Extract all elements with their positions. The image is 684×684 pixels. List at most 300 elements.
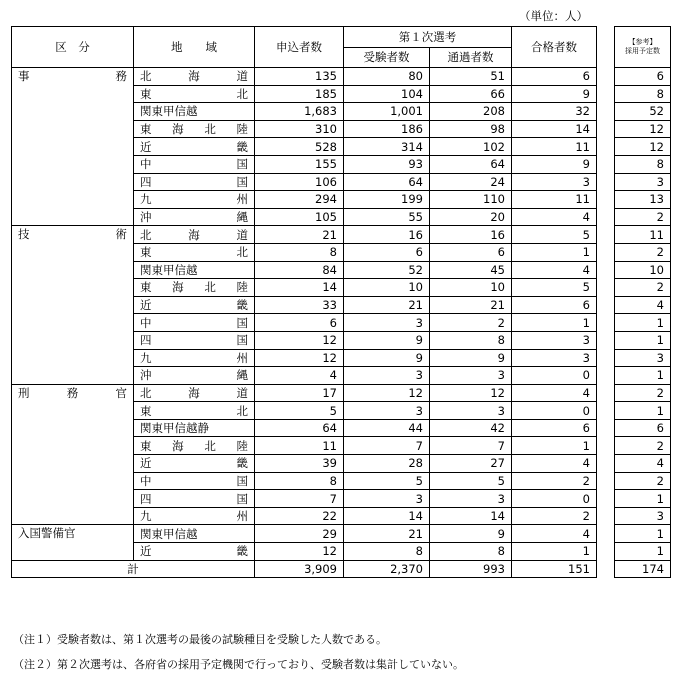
region-cell-char: 近 bbox=[140, 139, 152, 154]
reference-row bbox=[615, 243, 671, 261]
region-cell-char: 中 bbox=[140, 315, 152, 330]
successful-cell: 32 bbox=[512, 103, 597, 121]
planned-cell: 2 bbox=[615, 384, 671, 402]
region-cell-char: 北 bbox=[140, 385, 152, 400]
applicants-cell: 12 bbox=[255, 331, 344, 349]
region-cell-char: 畿 bbox=[236, 298, 248, 313]
region-cell-char: 国 bbox=[236, 333, 248, 348]
applicants-cell: 8 bbox=[255, 472, 344, 490]
region-cell-char: 海 bbox=[172, 438, 184, 453]
passed-cell: 12 bbox=[430, 384, 512, 402]
applicants-cell: 528 bbox=[255, 138, 344, 156]
region-cell-char: 州 bbox=[236, 192, 248, 207]
category-cell-char: 事 bbox=[18, 69, 30, 83]
region-cell-char: 沖 bbox=[140, 368, 152, 383]
examinees-cell: 21 bbox=[344, 525, 430, 543]
applicants-cell: 294 bbox=[255, 191, 344, 209]
applicants-cell: 135 bbox=[255, 68, 344, 86]
region-cell-text bbox=[140, 473, 248, 489]
header-reference bbox=[615, 27, 671, 68]
region-cell-char: 海 bbox=[188, 227, 200, 242]
successful-cell: 6 bbox=[512, 419, 597, 437]
applicants-cell: 17 bbox=[255, 384, 344, 402]
passed-cell: 6 bbox=[430, 243, 512, 261]
region-cell-char: 道 bbox=[236, 227, 248, 242]
region-cell-char: 四 bbox=[140, 333, 152, 348]
examinees-cell: 28 bbox=[344, 455, 430, 473]
reference-row bbox=[615, 138, 671, 156]
successful-cell: 0 bbox=[512, 490, 597, 508]
successful-cell: 4 bbox=[512, 525, 597, 543]
region-cell-char: 東 bbox=[140, 86, 152, 101]
reference-row bbox=[615, 85, 671, 103]
region-cell-char: 近 bbox=[140, 544, 152, 559]
region-cell bbox=[134, 243, 255, 261]
region-cell-char: 関東甲信越 bbox=[140, 526, 198, 541]
planned-cell: 3 bbox=[615, 507, 671, 525]
region-cell-char: 畿 bbox=[236, 139, 248, 154]
region-cell-char: 東 bbox=[140, 280, 152, 295]
category-cell-text bbox=[18, 68, 127, 84]
region-cell-char: 陸 bbox=[236, 438, 248, 453]
total-applicants: 3,909 bbox=[255, 560, 344, 578]
region-cell bbox=[134, 419, 255, 437]
examinees-cell: 3 bbox=[344, 402, 430, 420]
examinees-cell: 14 bbox=[344, 507, 430, 525]
passed-cell: 7 bbox=[430, 437, 512, 455]
table-row bbox=[12, 68, 597, 86]
region-cell-char: 北 bbox=[204, 280, 216, 295]
reference-row bbox=[615, 191, 671, 209]
region-cell bbox=[134, 191, 255, 209]
examinees-cell: 314 bbox=[344, 138, 430, 156]
examinees-cell: 3 bbox=[344, 367, 430, 385]
planned-cell: 8 bbox=[615, 85, 671, 103]
reference-row bbox=[615, 384, 671, 402]
examinees-cell: 6 bbox=[344, 243, 430, 261]
applicants-cell: 106 bbox=[255, 173, 344, 191]
planned-cell: 4 bbox=[615, 296, 671, 314]
region-cell-text bbox=[140, 367, 248, 383]
passed-cell: 208 bbox=[430, 103, 512, 121]
region-cell-text bbox=[140, 438, 248, 454]
category-cell-text bbox=[18, 226, 127, 242]
passed-cell: 3 bbox=[430, 402, 512, 420]
examinees-cell: 3 bbox=[344, 314, 430, 332]
region-cell-char: 関東甲信越静 bbox=[140, 421, 209, 436]
region-cell bbox=[134, 472, 255, 490]
region-cell bbox=[134, 331, 255, 349]
successful-cell: 6 bbox=[512, 296, 597, 314]
region-cell bbox=[134, 402, 255, 420]
header-successful: 合格者数 bbox=[512, 27, 597, 68]
region-cell-char: 東 bbox=[140, 245, 152, 260]
category-cell-char: 入国警備官 bbox=[18, 526, 76, 541]
applicants-cell: 8 bbox=[255, 243, 344, 261]
total-examinees: 2,370 bbox=[344, 560, 430, 578]
region-cell bbox=[134, 261, 255, 279]
region-cell-char: 国 bbox=[236, 491, 248, 506]
reference-row bbox=[615, 525, 671, 543]
examinees-cell: 3 bbox=[344, 490, 430, 508]
planned-cell: 2 bbox=[615, 279, 671, 297]
region-cell-char: 道 bbox=[236, 385, 248, 400]
region-cell-char: 近 bbox=[140, 298, 152, 313]
applicants-cell: 105 bbox=[255, 208, 344, 226]
region-cell-char: 北 bbox=[140, 69, 152, 84]
planned-cell: 1 bbox=[615, 367, 671, 385]
planned-cell: 52 bbox=[615, 103, 671, 121]
region-cell-text bbox=[140, 455, 248, 471]
planned-cell: 1 bbox=[615, 525, 671, 543]
total-planned: 174 bbox=[615, 560, 671, 578]
passed-cell: 42 bbox=[430, 419, 512, 437]
passed-cell: 66 bbox=[430, 85, 512, 103]
passed-cell: 98 bbox=[430, 120, 512, 138]
header-reference-line2: 採用予定数 bbox=[625, 47, 660, 55]
successful-cell: 9 bbox=[512, 85, 597, 103]
passed-cell: 102 bbox=[430, 138, 512, 156]
successful-cell: 11 bbox=[512, 191, 597, 209]
passed-cell: 3 bbox=[430, 490, 512, 508]
reference-row bbox=[615, 437, 671, 455]
region-cell-char: 中 bbox=[140, 157, 152, 172]
planned-cell: 12 bbox=[615, 138, 671, 156]
region-cell bbox=[134, 138, 255, 156]
planned-cell: 1 bbox=[615, 490, 671, 508]
successful-cell: 5 bbox=[512, 279, 597, 297]
reference-row bbox=[615, 472, 671, 490]
region-cell-text bbox=[140, 403, 248, 419]
region-cell-text bbox=[140, 139, 248, 155]
reference-row bbox=[615, 349, 671, 367]
reference-row bbox=[615, 68, 671, 86]
passed-cell: 21 bbox=[430, 296, 512, 314]
reference-table bbox=[614, 26, 671, 578]
passed-cell: 110 bbox=[430, 191, 512, 209]
reference-row bbox=[615, 120, 671, 138]
region-cell-text bbox=[140, 262, 248, 278]
passed-cell: 10 bbox=[430, 279, 512, 297]
region-cell bbox=[134, 226, 255, 244]
passed-cell: 8 bbox=[430, 543, 512, 561]
planned-cell: 1 bbox=[615, 314, 671, 332]
successful-cell: 3 bbox=[512, 331, 597, 349]
planned-cell: 6 bbox=[615, 419, 671, 437]
planned-cell: 12 bbox=[615, 120, 671, 138]
successful-cell: 1 bbox=[512, 437, 597, 455]
passed-cell: 9 bbox=[430, 349, 512, 367]
planned-cell: 2 bbox=[615, 208, 671, 226]
examinees-cell: 5 bbox=[344, 472, 430, 490]
region-cell-text bbox=[140, 86, 248, 102]
region-cell-text bbox=[140, 315, 248, 331]
reference-row bbox=[615, 226, 671, 244]
planned-cell: 10 bbox=[615, 261, 671, 279]
region-cell bbox=[134, 525, 255, 543]
applicants-cell: 12 bbox=[255, 543, 344, 561]
reference-row bbox=[615, 331, 671, 349]
region-cell-char: 九 bbox=[140, 192, 152, 207]
reference-row bbox=[615, 296, 671, 314]
applicants-cell: 155 bbox=[255, 155, 344, 173]
region-cell-text bbox=[140, 209, 248, 225]
category-cell bbox=[12, 384, 134, 525]
passed-cell: 9 bbox=[430, 525, 512, 543]
header-region: 地 域 bbox=[134, 27, 255, 68]
applicants-cell: 1,683 bbox=[255, 103, 344, 121]
region-cell-char: 東 bbox=[140, 122, 152, 137]
table-row bbox=[12, 384, 597, 402]
header-applicants: 申込者数 bbox=[255, 27, 344, 68]
reference-row bbox=[615, 103, 671, 121]
region-cell-char: 中 bbox=[140, 473, 152, 488]
planned-cell: 2 bbox=[615, 472, 671, 490]
unit-label: （単位：人） bbox=[519, 9, 588, 23]
region-cell-char: 海 bbox=[172, 122, 184, 137]
successful-cell: 3 bbox=[512, 349, 597, 367]
examinees-cell: 10 bbox=[344, 279, 430, 297]
examinees-cell: 12 bbox=[344, 384, 430, 402]
region-cell-char: 関東甲信越 bbox=[140, 262, 198, 277]
total-row bbox=[12, 560, 597, 578]
region-cell-char: 州 bbox=[236, 509, 248, 524]
region-cell-text bbox=[140, 121, 248, 137]
applicants-cell: 7 bbox=[255, 490, 344, 508]
header-passed: 通過者数 bbox=[430, 47, 512, 68]
region-cell-char: 国 bbox=[236, 174, 248, 189]
region-cell bbox=[134, 120, 255, 138]
applicants-cell: 310 bbox=[255, 120, 344, 138]
region-cell-char: 縄 bbox=[236, 210, 248, 225]
planned-cell: 4 bbox=[615, 455, 671, 473]
passed-cell: 2 bbox=[430, 314, 512, 332]
reference-body bbox=[615, 68, 671, 578]
reference-row bbox=[615, 314, 671, 332]
planned-cell: 13 bbox=[615, 191, 671, 209]
passed-cell: 27 bbox=[430, 455, 512, 473]
successful-cell: 5 bbox=[512, 226, 597, 244]
reference-total-row bbox=[615, 560, 671, 578]
note-1: （注１）受験者数は、第１次選考の最後の試験種目を受験した人数である。 bbox=[13, 633, 387, 646]
reference-row bbox=[615, 490, 671, 508]
planned-cell: 2 bbox=[615, 437, 671, 455]
applicants-cell: 11 bbox=[255, 437, 344, 455]
reference-row bbox=[615, 279, 671, 297]
region-cell-char: 北 bbox=[204, 122, 216, 137]
planned-cell: 3 bbox=[615, 173, 671, 191]
planned-cell: 6 bbox=[615, 68, 671, 86]
region-cell-char: 海 bbox=[188, 69, 200, 84]
passed-cell: 24 bbox=[430, 173, 512, 191]
successful-cell: 4 bbox=[512, 261, 597, 279]
successful-cell: 1 bbox=[512, 314, 597, 332]
applicants-cell: 64 bbox=[255, 419, 344, 437]
applicants-cell: 5 bbox=[255, 402, 344, 420]
region-cell-char: 九 bbox=[140, 350, 152, 365]
region-cell-char: 沖 bbox=[140, 210, 152, 225]
region-cell-text bbox=[140, 191, 248, 207]
reference-row bbox=[615, 543, 671, 561]
planned-cell: 2 bbox=[615, 243, 671, 261]
category-cell-text bbox=[18, 525, 127, 541]
region-cell-text bbox=[140, 332, 248, 348]
region-cell-text bbox=[140, 420, 248, 436]
region-cell bbox=[134, 455, 255, 473]
planned-cell: 1 bbox=[615, 543, 671, 561]
category-cell-char: 刑 bbox=[18, 385, 30, 400]
region-cell bbox=[134, 279, 255, 297]
region-cell-char: 北 bbox=[236, 403, 248, 418]
reference-row bbox=[615, 155, 671, 173]
planned-cell: 11 bbox=[615, 226, 671, 244]
region-cell bbox=[134, 543, 255, 561]
table-row bbox=[12, 525, 597, 543]
region-cell-text bbox=[140, 350, 248, 366]
applicants-cell: 22 bbox=[255, 507, 344, 525]
category-cell bbox=[12, 68, 134, 226]
passed-cell: 3 bbox=[430, 367, 512, 385]
category-cell-text bbox=[18, 385, 127, 401]
successful-cell: 0 bbox=[512, 367, 597, 385]
region-cell-char: 縄 bbox=[236, 368, 248, 383]
region-cell-char: 北 bbox=[236, 86, 248, 101]
applicants-cell: 39 bbox=[255, 455, 344, 473]
category-cell bbox=[12, 525, 134, 560]
header-first-exam: 第１次選考 bbox=[344, 27, 512, 48]
examinees-cell: 64 bbox=[344, 173, 430, 191]
region-cell-char: 陸 bbox=[236, 122, 248, 137]
examinees-cell: 21 bbox=[344, 296, 430, 314]
region-cell-char: 関東甲信越 bbox=[140, 104, 198, 119]
region-cell-char: 国 bbox=[236, 473, 248, 488]
recruitment-table bbox=[11, 26, 597, 578]
applicants-cell: 12 bbox=[255, 349, 344, 367]
successful-cell: 1 bbox=[512, 543, 597, 561]
region-cell-text bbox=[140, 543, 248, 559]
region-cell bbox=[134, 103, 255, 121]
reference-row bbox=[615, 402, 671, 420]
region-cell-text bbox=[140, 174, 248, 190]
region-cell-char: 東 bbox=[140, 403, 152, 418]
note-2: （注２）第２次選考は、各府省の採用予定機関で行っており、受験者数は集計していない。 bbox=[13, 658, 464, 671]
total-label: 計 bbox=[12, 560, 255, 578]
category-cell-char: 術 bbox=[115, 227, 127, 242]
successful-cell: 4 bbox=[512, 208, 597, 226]
region-cell bbox=[134, 85, 255, 103]
table-row bbox=[12, 226, 597, 244]
region-cell-char: 海 bbox=[188, 385, 200, 400]
region-cell-text bbox=[140, 156, 248, 172]
category-cell bbox=[12, 226, 134, 384]
examinees-cell: 199 bbox=[344, 191, 430, 209]
category-cell-char: 務 bbox=[115, 69, 127, 83]
passed-cell: 16 bbox=[430, 226, 512, 244]
examinees-cell: 8 bbox=[344, 543, 430, 561]
examinees-cell: 7 bbox=[344, 437, 430, 455]
reference-row bbox=[615, 208, 671, 226]
successful-cell: 3 bbox=[512, 173, 597, 191]
region-cell-text bbox=[140, 297, 248, 313]
region-cell-text bbox=[140, 385, 248, 401]
reference-row bbox=[615, 507, 671, 525]
region-cell bbox=[134, 314, 255, 332]
examinees-cell: 44 bbox=[344, 419, 430, 437]
region-cell-char: 北 bbox=[204, 438, 216, 453]
passed-cell: 51 bbox=[430, 68, 512, 86]
applicants-cell: 21 bbox=[255, 226, 344, 244]
region-cell-text bbox=[140, 227, 248, 243]
region-cell-text bbox=[140, 103, 248, 119]
examinees-cell: 80 bbox=[344, 68, 430, 86]
successful-cell: 4 bbox=[512, 384, 597, 402]
examinees-cell: 1,001 bbox=[344, 103, 430, 121]
region-cell-char: 陸 bbox=[236, 280, 248, 295]
category-cell-char: 務 bbox=[66, 385, 79, 400]
examinees-cell: 55 bbox=[344, 208, 430, 226]
region-cell bbox=[134, 349, 255, 367]
successful-cell: 2 bbox=[512, 472, 597, 490]
header-examinees: 受験者数 bbox=[344, 47, 430, 68]
reference-row bbox=[615, 367, 671, 385]
region-cell bbox=[134, 384, 255, 402]
planned-cell: 8 bbox=[615, 155, 671, 173]
reference-row bbox=[615, 455, 671, 473]
reference-row bbox=[615, 173, 671, 191]
examinees-cell: 93 bbox=[344, 155, 430, 173]
successful-cell: 14 bbox=[512, 120, 597, 138]
header-reference-line1: 【参考】 bbox=[628, 38, 657, 46]
passed-cell: 8 bbox=[430, 331, 512, 349]
region-cell bbox=[134, 490, 255, 508]
region-cell-char: 北 bbox=[140, 227, 152, 242]
table-body bbox=[12, 68, 597, 578]
region-cell-text bbox=[140, 244, 248, 260]
region-cell bbox=[134, 68, 255, 86]
examinees-cell: 52 bbox=[344, 261, 430, 279]
successful-cell: 9 bbox=[512, 155, 597, 173]
region-cell-char: 道 bbox=[236, 69, 248, 84]
passed-cell: 64 bbox=[430, 155, 512, 173]
successful-cell: 2 bbox=[512, 507, 597, 525]
passed-cell: 14 bbox=[430, 507, 512, 525]
applicants-cell: 14 bbox=[255, 279, 344, 297]
examinees-cell: 104 bbox=[344, 85, 430, 103]
successful-cell: 6 bbox=[512, 68, 597, 86]
successful-cell: 1 bbox=[512, 243, 597, 261]
region-cell-char: 四 bbox=[140, 491, 152, 506]
successful-cell: 4 bbox=[512, 455, 597, 473]
applicants-cell: 29 bbox=[255, 525, 344, 543]
reference-row bbox=[615, 261, 671, 279]
examinees-cell: 9 bbox=[344, 331, 430, 349]
region-cell-text bbox=[140, 279, 248, 295]
region-cell-char: 国 bbox=[236, 315, 248, 330]
region-cell-char: 海 bbox=[172, 280, 184, 295]
region-cell-char: 国 bbox=[236, 157, 248, 172]
region-cell-char: 北 bbox=[236, 245, 248, 260]
successful-cell: 11 bbox=[512, 138, 597, 156]
region-cell bbox=[134, 367, 255, 385]
region-cell bbox=[134, 437, 255, 455]
passed-cell: 5 bbox=[430, 472, 512, 490]
passed-cell: 45 bbox=[430, 261, 512, 279]
passed-cell: 20 bbox=[430, 208, 512, 226]
region-cell bbox=[134, 208, 255, 226]
planned-cell: 1 bbox=[615, 402, 671, 420]
category-cell-char: 技 bbox=[18, 227, 30, 242]
planned-cell: 3 bbox=[615, 349, 671, 367]
